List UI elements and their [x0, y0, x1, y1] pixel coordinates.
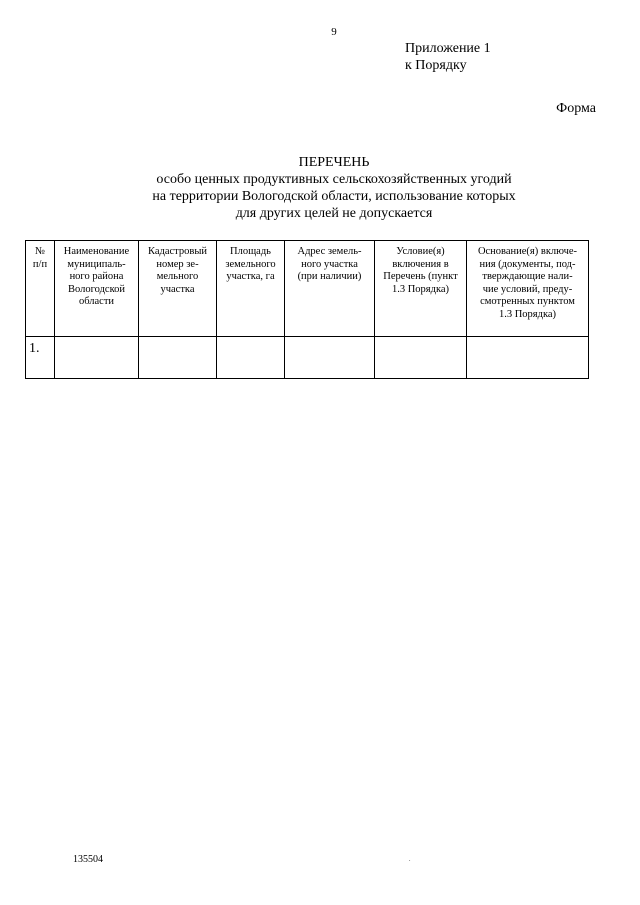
header-inclusion-conditions: Условие(я) включения в Перечень (пункт 1.3 Порядка) [375, 241, 467, 337]
cell-cadastral-number [139, 337, 217, 379]
header-cadastral-number: Кадастровый номер зе- мельного участка [139, 241, 217, 337]
cell-municipal-district [55, 337, 139, 379]
document-title [0, 154, 640, 222]
appendix-line-1: Приложение 1 [405, 41, 491, 56]
cell-inclusion-grounds [467, 337, 589, 379]
title-line-1: особо ценных продуктивных сельскохозяйственных угодий [156, 172, 512, 187]
table-header-row [26, 241, 589, 337]
header-area: Площадь земельного участка, га [217, 241, 285, 337]
cell-inclusion-conditions [375, 337, 467, 379]
registry-table [25, 240, 589, 379]
cell-address [285, 337, 375, 379]
header-municipal-district: Наименование муниципаль- ного района Вологодской области [55, 241, 139, 337]
footer-mark: . [409, 857, 411, 863]
header-inclusion-grounds: Основание(я) включе- ния (документы, под- тверждающие нали- чие условий, преду- смотренных пунктом 1.3 Порядка) [467, 241, 589, 337]
title-line-2: на территории Вологодской области, использование которых [152, 189, 516, 204]
page-number: 9 [331, 26, 337, 38]
cell-number: 1. [26, 337, 55, 379]
appendix-line-2: к Порядку [405, 58, 467, 73]
appendix-label [405, 40, 491, 74]
title-heading: ПЕРЕЧЕНЬ [298, 155, 370, 170]
document-code: 135504 [73, 854, 103, 865]
table-row [26, 337, 589, 379]
header-number: № п/п [26, 241, 55, 337]
header-address: Адрес земель- ного участка (при наличии) [285, 241, 375, 337]
title-line-3: для других целей не допускается [235, 206, 433, 221]
cell-area [217, 337, 285, 379]
form-label: Форма [556, 101, 596, 116]
